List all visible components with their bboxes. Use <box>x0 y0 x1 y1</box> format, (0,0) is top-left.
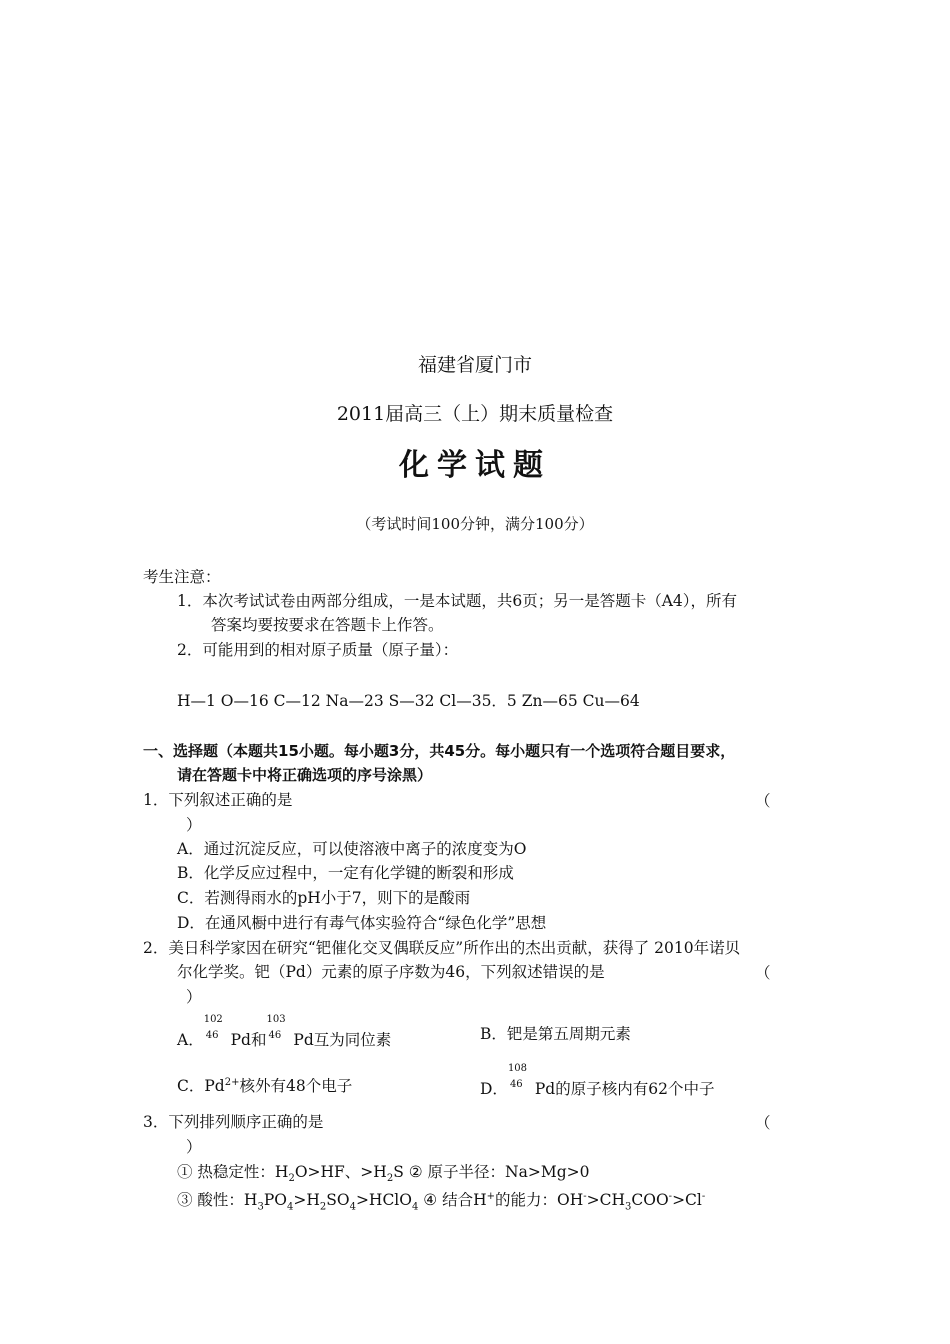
q1-option-a: A．通过沉淀反应，可以使溶液中离子的浓度变为O <box>177 840 527 858</box>
q3-statement-line-1: ① 热稳定性：$H_2O>HF$、$>H_2S$ ② 原子半径：Na>Mg>0 <box>177 1163 590 1185</box>
q2-stem: 2．美日科学家因在研究“钯催化交叉偶联反应”所作出的杰出贡献，获得了 2010年诺贝 <box>143 939 741 957</box>
q3-answer-paren-close: ） <box>186 1138 202 1156</box>
q2-option-c: C．$Pd^{2+}$核外有48个电子 <box>177 1077 353 1096</box>
q3-statement-line-2: ③ 酸性：$H_3PO_4>H_2SO_4>HClO_4$ ④ 结合H+的能力：$OH^->CH_3COO^->Cl^-$ <box>177 1191 706 1213</box>
q2-option-b: B．钯是第五周期元素 <box>480 1025 631 1043</box>
subject-title: 化学试题 <box>399 448 551 483</box>
q1-answer-paren-open: （ <box>755 792 771 810</box>
exam-title: 2011届高三（上）期末质量检查 <box>336 403 614 425</box>
q2-answer-paren-close: ） <box>186 988 202 1006</box>
region-title: 福建省厦门市 <box>417 354 532 376</box>
isotope-notation: 103 46 <box>266 1014 286 1041</box>
section-title-cont: 请在答题卡中将正确选项的序号涂黑） <box>177 766 433 784</box>
q1-answer-paren-close: ） <box>186 816 202 834</box>
q2-stem-cont: 尔化学奖。钯（Pd）元素的原子序数为46，下列叙述错误的是 <box>177 963 605 981</box>
q3-stem: 3．下列排列顺序正确的是 <box>143 1113 324 1131</box>
section-title: 一、选择题（本题共15小题。每小题3分，共45分。每小题只有一个选项符合题目要求， <box>143 742 736 760</box>
q3-answer-paren-open: （ <box>755 1114 771 1132</box>
atomic-masses: H—1 O—16 C—12 Na—23 S—32 Cl—35．5 Zn—65 Cu—64 <box>177 692 640 710</box>
q1-option-c: C．若测得雨水的pH小于7，则下的是酸雨 <box>177 889 471 907</box>
notice-item-2: 2．可能用到的相对原子质量（原子量）： <box>177 641 459 659</box>
isotope-notation: 102 46 <box>203 1014 223 1041</box>
q2-option-d: D． 108 46 Pd的原子核内有62个中子 <box>480 1063 715 1098</box>
q1-option-b: B．化学反应过程中，一定有化学键的断裂和形成 <box>177 864 514 882</box>
notice-title: 考生注意： <box>143 568 221 586</box>
q2-option-a: A． 102 46 Pd和 103 46 Pd互为同位素 <box>177 1014 392 1049</box>
q1-stem: 1．下列叙述正确的是 <box>143 791 293 809</box>
notice-item-1: 1．本次考试试卷由两部分组成，一是本试题，共6页；另一是答题卡（A4），所有 <box>177 592 738 610</box>
q1-option-d: D．在通风橱中进行有毒气体实验符合“绿色化学”思想 <box>177 914 547 932</box>
time-note: （考试时间100分钟，满分100分） <box>356 515 594 533</box>
isotope-notation: 108 46 <box>507 1063 528 1090</box>
q2-answer-paren-open: （ <box>755 964 771 982</box>
notice-item-1-cont: 答案均要按要求在答题卡上作答。 <box>211 616 444 634</box>
